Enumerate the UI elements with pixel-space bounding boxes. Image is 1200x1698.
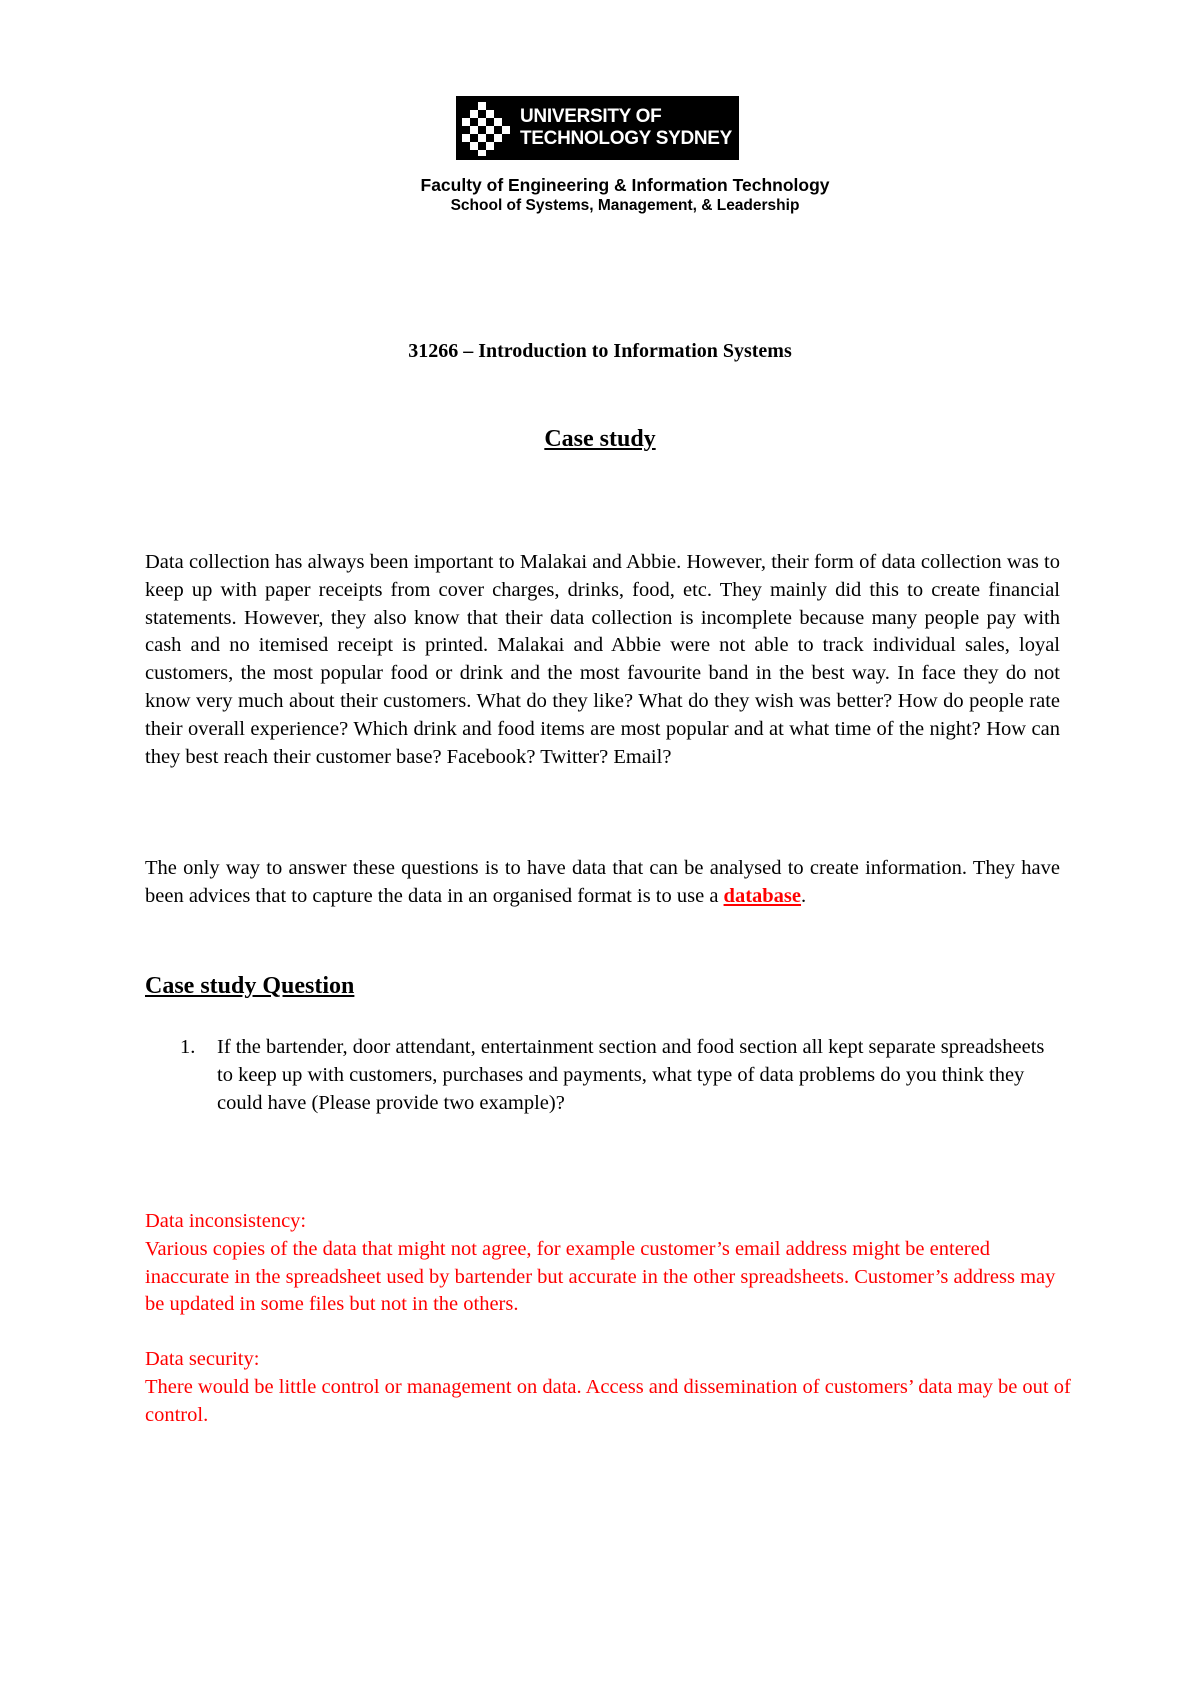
case-study-paragraph-2 bbox=[145, 855, 1060, 911]
case-study-paragraph-1: Data collection has always been important to Malakai and Abbie. However, their form of data collection was to keep up with paper receipts from cover charges, drinks, food, etc. They mainly did this to create financial statements. However, they also know that their data collection is incomplete because many people pay with cash and no itemised receipt is printed. Malakai and Abbie were not able to track individual sales, loyal customers, the most popular food or drink and the most favourite band in the best way. In face they do not know very much about their customers. What do they like? What do they wish was better? How do people rate their overall experience? Which drink and food items are most popular and at what time of the night? How can they best reach their customer base? Facebook? Twitter? Email? bbox=[145, 551, 1060, 768]
answer-title: Data inconsistency: bbox=[145, 1210, 307, 1232]
question-item bbox=[180, 1033, 1060, 1117]
answer-block bbox=[145, 1208, 1075, 1319]
logo-line-2: TECHNOLOGY SYDNEY bbox=[520, 128, 733, 149]
uts-crest-icon bbox=[456, 98, 516, 158]
paragraph-2-end: . bbox=[801, 884, 807, 907]
answer-title: Data security: bbox=[145, 1348, 260, 1370]
answer-block bbox=[145, 1346, 1075, 1429]
question-number: 1. bbox=[180, 1036, 196, 1058]
database-link[interactable]: database bbox=[723, 884, 802, 907]
course-title: 31266 – Introduction to Information Systems bbox=[408, 340, 792, 362]
answer-text: Various copies of the data that might not agree, for example customer’s email address might be entered inaccurate in the spreadsheet used by bartender but accurate in the other spreadsheets. Customer’s address may be updated in some files but not in the others. bbox=[145, 1237, 1056, 1316]
case-study-question-heading: Case study Question bbox=[145, 973, 355, 999]
school-name: School of Systems, Management, & Leadership bbox=[450, 197, 800, 214]
faculty-block bbox=[0, 174, 1200, 216]
answer-text: There would be little control or management on data. Access and dissemination of customers’ data may be out of control. bbox=[145, 1375, 1071, 1426]
faculty-name: Faculty of Engineering & Information Technology bbox=[420, 175, 830, 195]
logo-line-1: UNIVERSITY OF bbox=[520, 106, 662, 127]
question-text: If the bartender, door attendant, entertainment section and food section all kept separate spreadsheets to keep up with customers, purchases and payments, what type of data problems do you think they could have (Please provide two example)? bbox=[217, 1036, 1045, 1114]
uts-logo bbox=[456, 96, 739, 160]
logo-wordmark bbox=[520, 106, 732, 150]
paragraph-2-text: The only way to answer these questions is to have data that can be analysed to create information. They have been advices that to capture the data in an organised format is to use a bbox=[145, 857, 1060, 907]
case-study-heading: Case study bbox=[544, 426, 656, 452]
